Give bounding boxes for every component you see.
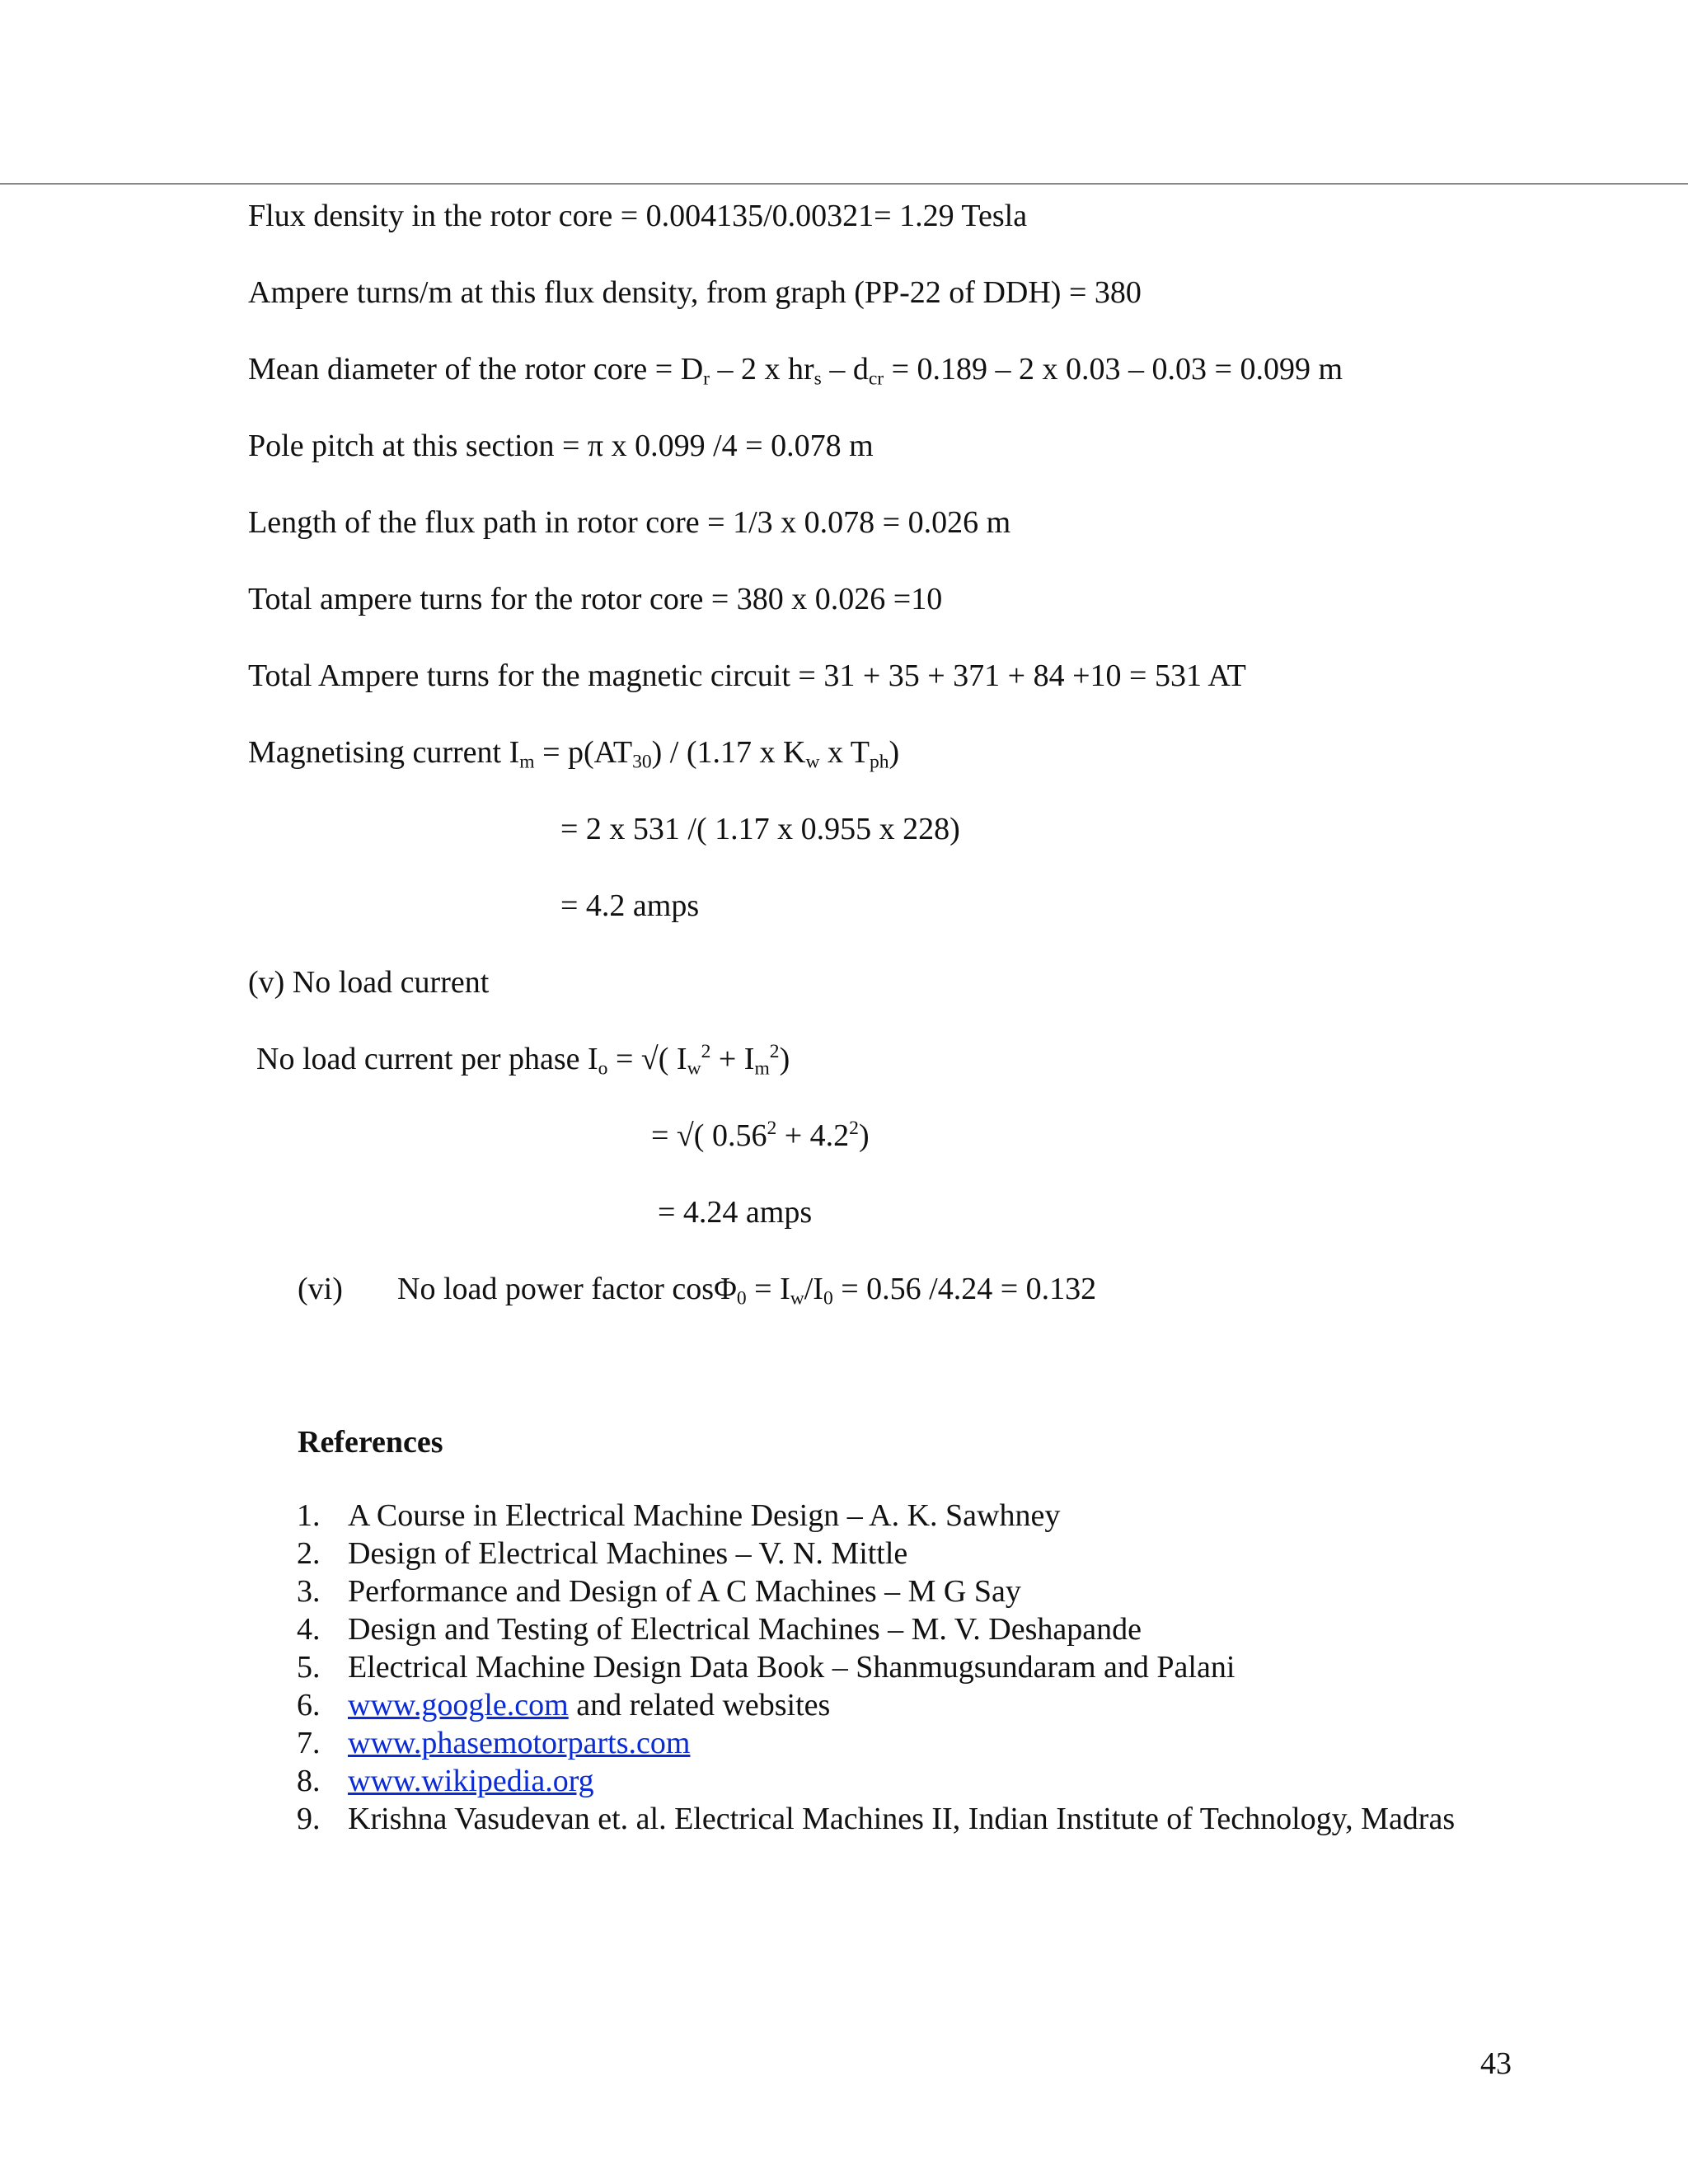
reference-number: 2. (297, 1536, 321, 1571)
ampere-turns-per-m-line: Ampere turns/m at this flux density, from graph (PP-22 of DDH) = 380 (248, 275, 1142, 310)
no-load-step-3: = 4.24 amps (658, 1195, 813, 1230)
section-v-heading: (v) No load current (248, 965, 490, 1000)
reference-item (297, 1648, 1517, 1686)
reference-text: Design and Testing of Electrical Machines – M. V. Deshapande (348, 1612, 1142, 1647)
reference-text: Design of Electrical Machines – V. N. Mittle (348, 1536, 908, 1571)
reference-number: 3. (297, 1574, 321, 1609)
no-load-step-2: = √( $0.56^2 + 4.2^2$) (651, 1117, 870, 1153)
reference-item (297, 1686, 1517, 1724)
reference-number: 4. (297, 1612, 321, 1647)
references-list (297, 1497, 1517, 1838)
page-number: 43 (1480, 2046, 1512, 2081)
reference-item (297, 1572, 1517, 1610)
magnetising-step-2: = 2 x 531 /( 1.17 x 0.955 x 228) (560, 812, 960, 846)
total-at-circuit-line: Total Ampere turns for the magnetic circuit = 31 + 35 + 371 + 84 +10 = 531 AT (248, 658, 1246, 693)
reference-number: 8. (297, 1764, 321, 1798)
reference-number: 5. (297, 1650, 321, 1685)
references-heading: References (298, 1425, 443, 1460)
reference-item (297, 1610, 1517, 1648)
reference-text: A Course in Electrical Machine Design – A. K. Sawhney (348, 1498, 1061, 1533)
google-link[interactable]: www.google.com (348, 1688, 569, 1722)
reference-number: 6. (297, 1688, 321, 1722)
reference-text: Krishna Vasudevan et. al. Electrical Machines II, Indian Institute of Technology, Madras (348, 1802, 1456, 1836)
reference-text: Performance and Design of A C Machines – M G Say (348, 1574, 1021, 1609)
mean-diameter-line: Mean diameter of the rotor core = $D_r - 2$ x $hr_s - d_{cr} = 0.189 - 2$ x 0.03 – 0.03 = 0.099 m (248, 352, 1343, 390)
reference-text: and related websites (568, 1688, 831, 1722)
reference-number: 9. (297, 1802, 321, 1836)
reference-item (297, 1497, 1517, 1535)
reference-item (297, 1800, 1517, 1838)
phasemotorparts-link[interactable]: www.phasemotorparts.com (348, 1726, 691, 1760)
reference-item (297, 1724, 1517, 1762)
pole-pitch-line: Pole pitch at this section = π x 0.099 /4 = 0.078 m (248, 429, 874, 463)
total-at-rotor-line: Total ampere turns for the rotor core = 380 x 0.026 =10 (248, 582, 943, 616)
flux-density-line: Flux density in the rotor core = 0.004135/0.00321= 1.29 Tesla (248, 199, 1028, 233)
reference-item (297, 1762, 1517, 1800)
reference-number: 7. (297, 1726, 321, 1760)
magnetising-current-line: Magnetising current $I_m = p(AT_{30}) / (1.17$ x $K_w$ x $T_{ph}$) (248, 735, 900, 773)
reference-number: 1. (297, 1498, 321, 1533)
wikipedia-link[interactable]: www.wikipedia.org (348, 1764, 594, 1798)
section-vi-number: (vi) (298, 1272, 343, 1306)
flux-path-line: Length of the flux path in rotor core = 1/3 x 0.078 = 0.026 m (248, 505, 1011, 540)
magnetising-step-3: = 4.2 amps (560, 888, 700, 923)
header-rule (0, 183, 1688, 185)
no-load-power-factor-line: No load power factor $\cos\Phi_0 = I_w/I_0 = 0.56$ /4.24 = 0.132 (397, 1272, 1097, 1310)
reference-item (297, 1535, 1517, 1572)
reference-text: Electrical Machine Design Data Book – Shanmugsundaram and Palani (348, 1650, 1236, 1685)
no-load-current-line: No load current per phase $I_o$ = √( $I_w^2 + I_m^2$) (256, 1040, 790, 1080)
